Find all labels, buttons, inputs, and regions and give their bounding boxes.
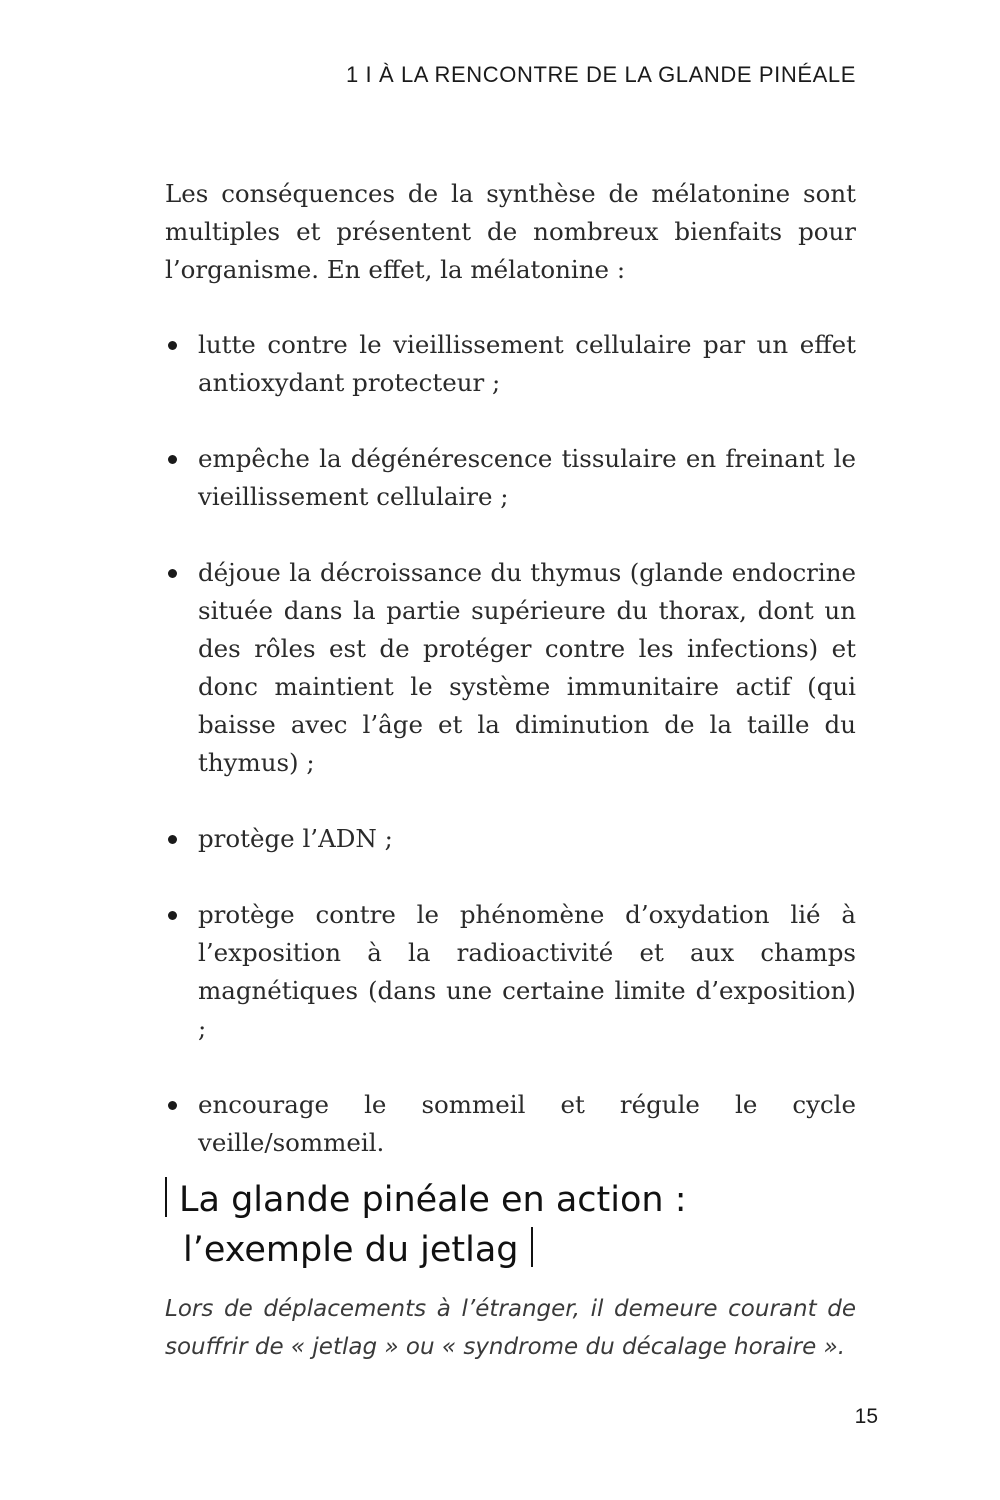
bullet-icon — [168, 341, 177, 350]
list-item-text: protège l’ADN ; — [198, 824, 393, 853]
intro-paragraph: Les conséquences de la synthèse de mélatonine sont multiples et présentent de nombreux bienfaits pour l’organisme. En effet, la mélatonine : — [165, 179, 856, 284]
list-item — [165, 326, 856, 402]
heading-bar-decoration — [165, 1177, 167, 1217]
running-head: 1 I À LA RENCONTRE DE LA GLANDE PINÉALE — [345, 62, 856, 87]
bullet-icon — [168, 455, 177, 464]
section-heading-text1: La glande pinéale en action : — [179, 1180, 687, 1220]
section-heading — [165, 1175, 865, 1275]
list-item — [165, 896, 856, 1048]
list-item — [165, 1086, 856, 1162]
bullet-icon — [168, 911, 177, 920]
heading-bar-decoration — [531, 1227, 533, 1267]
bullet-icon — [168, 1101, 177, 1110]
benefits-list — [165, 326, 856, 1200]
list-item-text: protège contre le phénomène d’oxydation lié à l’exposition à la radioactivité et aux champs magnétiques (dans une certaine limite d’exposition) ; — [198, 900, 856, 1043]
bullet-icon — [168, 569, 177, 578]
section-lead: Lors de déplacements à l’étranger, il demeure courant de souffrir de « jetlag » ou « syndrome du décalage horaire ». — [165, 1296, 856, 1360]
section-heading-line2 — [165, 1225, 865, 1275]
section-heading-line1 — [165, 1180, 687, 1220]
list-item — [165, 440, 856, 516]
list-item-text: encourage le sommeil et régule le cycle veille/sommeil. — [198, 1090, 856, 1157]
bullet-icon — [168, 835, 177, 844]
list-item — [165, 554, 856, 782]
list-item-text: empêche la dégénérescence tissulaire en freinant le vieillissement cellulaire ; — [198, 444, 856, 511]
section-heading-text2: l’exemple du jetlag — [183, 1230, 519, 1270]
list-item — [165, 820, 856, 858]
list-item-text: déjoue la décroissance du thymus (glande endocrine située dans la partie supérieure du thorax, dont un des rôles est de protéger contre les infections) et donc maintient le système immunitaire actif (qui baisse avec l’âge et la diminution de la taille du thymus) ; — [198, 558, 856, 777]
page-number: 15 — [854, 1405, 878, 1428]
list-item-text: lutte contre le vieillissement cellulaire par un effet antioxydant protecteur ; — [198, 330, 856, 397]
